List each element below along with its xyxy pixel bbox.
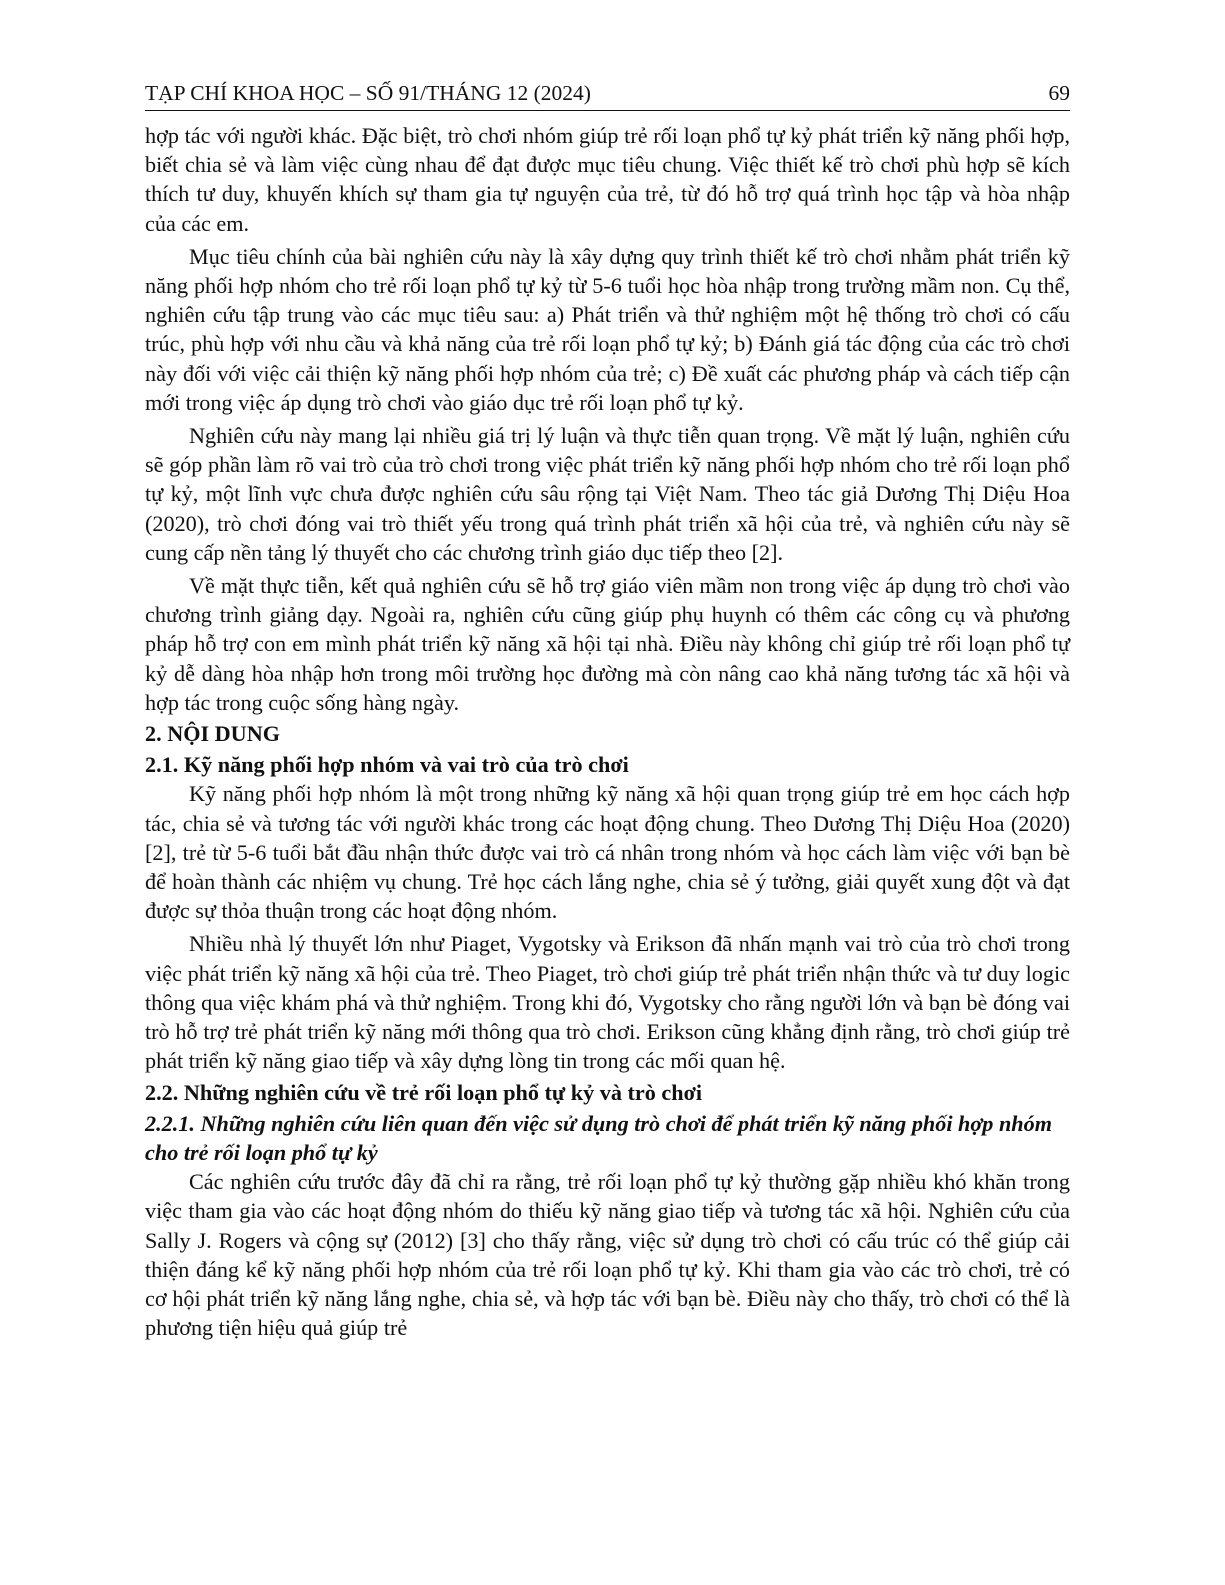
paragraph-prior-research: Các nghiên cứu trước đây đã chỉ ra rằng, trẻ rối loạn phổ tự kỷ thường gặp nhiều khó khăn trong việc tham gia vào các hoạt động nhóm do thiếu kỹ năng giao tiếp và tương tác xã hội. Nghiên cứu của Sally J. Rogers và cộng sự (2012) [3] cho thấy rằng, việc sử dụng trò chơi có cấu trúc có thể giúp cải thiện đáng kể kỹ năng phối hợp nhóm của trẻ rối loạn phổ tự kỷ. Khi tham gia vào các trò chơi, trẻ có cơ hội phát triển kỹ năng lắng nghe, chia sẻ, và hợp tác với bạn bè. Điều này cho thấy, trò chơi có thể là phương tiện hiệu quả giúp trẻ — [145, 1169, 1070, 1341]
journal-page — [145, 80, 1070, 1342]
paragraph-continuation: hợp tác với người khác. Đặc biệt, trò chơi nhóm giúp trẻ rối loạn phổ tự kỷ phát triển kỹ năng phối hợp, biết chia sẻ và làm việc cùng nhau để đạt được mục tiêu chung. Việc thiết kế trò chơi phù hợp sẽ kích thích tư duy, khuyến khích sự tham gia tự nguyện của trẻ, từ đó hỗ trợ quá trình học tập và hòa nhập của các em. — [145, 123, 1070, 236]
paragraph-theorists: Nhiều nhà lý thuyết lớn như Piaget, Vygotsky và Erikson đã nhấn mạnh vai trò của trò chơi trong việc phát triển kỹ năng xã hội của trẻ. Theo Piaget, trò chơi giúp trẻ phát triển nhận thức và tư duy logic thông qua việc khám phá và thử nghiệm. Trong khi đó, Vygotsky cho rằng người lớn và bạn bè đóng vai trò hỗ trợ trẻ phát triển kỹ năng mới thông qua trò chơi. Erikson cũng khẳng định rằng, trò chơi giúp trẻ phát triển kỹ năng giao tiếp và xây dựng lòng tin trong các mối quan hệ. — [145, 931, 1070, 1074]
subsection-heading-2-2: 2.2. Những nghiên cứu về trẻ rối loạn phổ tự kỷ và trò chơi — [145, 1079, 703, 1105]
paragraph-group-skills: Kỹ năng phối hợp nhóm là một trong những kỹ năng xã hội quan trọng giúp trẻ em học cách hợp tác, chia sẻ và tương tác với người khác trong các hoạt động chung. Theo Dương Thị Diệu Hoa (2020) [2], trẻ từ 5-6 tuổi bắt đầu nhận thức được vai trò cá nhân trong nhóm và học cách làm việc với bạn bè để hoàn thành các nhiệm vụ chung. Trẻ học cách lắng nghe, chia sẻ ý tưởng, giải quyết xung đột và đạt được sự thỏa thuận trong các hoạt động nhóm. — [145, 781, 1070, 924]
journal-title: TẠP CHÍ KHOA HỌC – SỐ 91/THÁNG 12 (2024) — [145, 81, 591, 105]
subsection-heading-2-1: 2.1. Kỹ năng phối hợp nhóm và vai trò của trò chơi — [145, 752, 629, 778]
subsection-heading-2-2-1: 2.2.1. Những nghiên cứu liên quan đến việc sử dụng trò chơi để phát triển kỹ năng phối hợp nhóm cho trẻ rối loạn phổ tự kỷ — [145, 1110, 1052, 1165]
article-body — [145, 121, 1070, 1342]
running-header — [145, 80, 1070, 111]
section-heading-content: 2. NỘI DUNG — [145, 721, 280, 747]
paragraph-objectives: Mục tiêu chính của bài nghiên cứu này là xây dựng quy trình thiết kế trò chơi nhằm phát triển kỹ năng phối hợp nhóm cho trẻ rối loạn phổ tự kỷ từ 5-6 tuổi học hòa nhập trong trường mầm non. Cụ thể, nghiên cứu tập trung vào các mục tiêu sau: a) Phát triển và thử nghiệm một hệ thống trò chơi có cấu trúc, phù hợp với nhu cầu và khả năng của trẻ rối loạn phổ tự kỷ; b) Đánh giá tác động của các trò chơi này đối với việc cải thiện kỹ năng phối hợp nhóm của trẻ; c) Đề xuất các phương pháp và cách tiếp cận mới trong việc áp dụng trò chơi vào giáo dục trẻ rối loạn phổ tự kỷ. — [145, 243, 1070, 415]
page-number: 69 — [1048, 81, 1070, 105]
paragraph-theoretical-value: Nghiên cứu này mang lại nhiều giá trị lý luận và thực tiễn quan trọng. Về mặt lý luận, nghiên cứu sẽ góp phần làm rõ vai trò của trò chơi trong việc phát triển kỹ năng phối hợp nhóm cho trẻ rối loạn phổ tự kỷ, một lĩnh vực chưa được nghiên cứu sâu rộng tại Việt Nam. Theo tác giả Dương Thị Diệu Hoa (2020), trò chơi đóng vai trò thiết yếu trong quá trình phát triển xã hội của trẻ, và nghiên cứu này sẽ cung cấp nền tảng lý thuyết cho các chương trình giáo dục tiếp theo [2]. — [145, 423, 1070, 565]
paragraph-practical-value: Về mặt thực tiễn, kết quả nghiên cứu sẽ hỗ trợ giáo viên mầm non trong việc áp dụng trò chơi vào chương trình giảng dạy. Ngoài ra, nghiên cứu cũng giúp phụ huynh có thêm các công cụ và phương pháp hỗ trợ con em mình phát triển kỹ năng xã hội tại nhà. Điều này không chỉ giúp trẻ rối loạn phổ tự kỷ dễ dàng hòa nhập hơn trong môi trường học đường mà còn nâng cao khả năng tương tác xã hội và hợp tác trong cuộc sống hàng ngày. — [145, 573, 1070, 715]
